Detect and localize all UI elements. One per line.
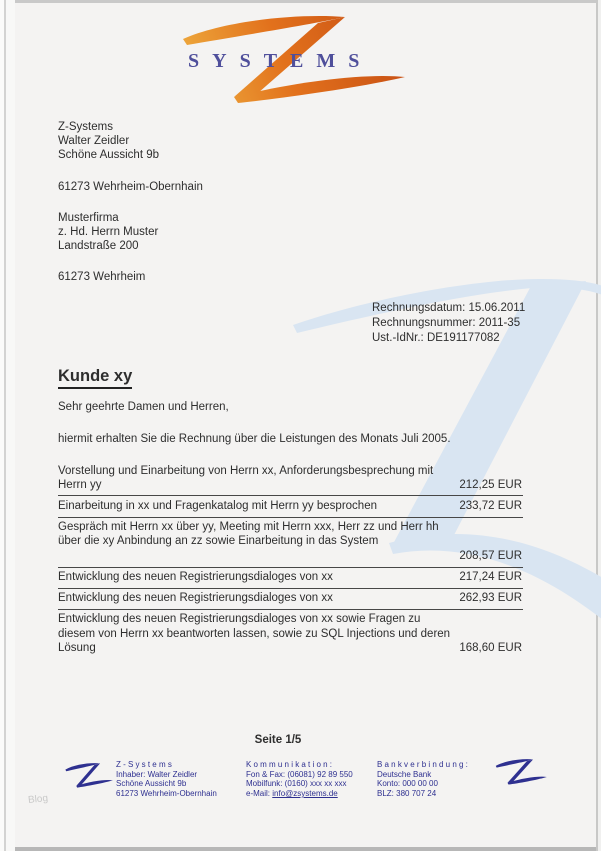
- footer-communication-column: [246, 760, 353, 799]
- item-amount: 233,72 EUR: [459, 499, 522, 512]
- customer-heading: Kunde xy: [58, 367, 132, 389]
- recipient-address-line: z. Hd. Herrn Muster: [58, 226, 159, 239]
- invoice-item-row: [58, 568, 523, 589]
- footer-z-icon-left: [60, 762, 114, 789]
- item-description: Vorstellung und Einarbeitung von Herrn xx, Anforderungsbesprechung mit Herrn yy: [58, 464, 434, 491]
- item-amount: 217,24 EUR: [459, 571, 522, 584]
- footer-bank-title: Bankverbindung:: [377, 760, 471, 769]
- footer-bank-line: BLZ: 380 707 24: [377, 789, 437, 799]
- item-description: Entwicklung des neuen Registrierungsdialoges von xx sowie Fragen zu diesem von Herrn xx beantworten lassen, sowie zu SQL Injections und deren Lösung: [58, 613, 451, 654]
- footer-communication-line: Fon & Fax: (06081) 92 89 550: [246, 769, 353, 779]
- intro-line: hiermit erhalten Sie die Rechnung über die Leistungen des Monats Juli 2005.: [58, 433, 451, 445]
- corner-watermark: Blog: [27, 792, 49, 807]
- email-link[interactable]: info@zsystems.de: [272, 789, 338, 799]
- logo-text: SYSTEMS: [188, 50, 373, 72]
- recipient-city: 61273 Wehrheim: [58, 271, 146, 283]
- footer-bank-lines: [377, 770, 470, 799]
- invoice-item-row: [58, 461, 523, 496]
- item-description: Gespräch mit Herrn xx über yy, Meeting mit Herrn xxx, Herr zz und Herr hh über die xy Anbindung an zz sowie Einarbeitung in das System: [58, 521, 439, 548]
- footer-communication-lines: [246, 770, 353, 789]
- item-amount: 168,60 EUR: [459, 641, 522, 654]
- item-amount: 262,93 EUR: [459, 592, 522, 605]
- invoice-item-row: [58, 496, 523, 517]
- sender-address-line: Z-Systems: [58, 121, 113, 133]
- footer-company-title: Z-Systems: [116, 760, 175, 769]
- footer-communication-line: Mobilfunk: (0160) xxx xx xxx: [246, 779, 347, 789]
- footer-bank-line: Deutsche Bank: [377, 769, 432, 779]
- recipient-address: [58, 211, 158, 254]
- invoice-item-row: [58, 610, 523, 659]
- invoice-meta-line: Rechnungsdatum: 15.06.2011: [372, 302, 526, 314]
- sender-city: 61273 Wehrheim-Obernhain: [58, 181, 203, 193]
- footer-communication-title: Kommunikation:: [246, 760, 335, 769]
- email-label: e-Mail:: [246, 789, 271, 799]
- item-description: Entwicklung des neuen Registrierungsdialoges von xx: [58, 571, 333, 584]
- footer-bank-line: Konto: 000 00 00: [377, 779, 438, 789]
- footer-company-lines: [116, 770, 217, 799]
- item-amount: 212,25 EUR: [459, 478, 522, 491]
- sender-address: [58, 120, 159, 163]
- sender-address-line: Schöne Aussicht 9b: [58, 149, 160, 162]
- invoice-item-row: [58, 518, 523, 568]
- sender-address-line: Walter Zeidler: [58, 135, 130, 148]
- recipient-address-line: Musterfirma: [58, 212, 119, 224]
- invoice-meta: [372, 301, 525, 346]
- invoice-item-row: [58, 589, 523, 610]
- item-description: Einarbeitung in xx und Fragenkatalog mit Herrn yy besprochen: [58, 499, 377, 512]
- footer-bank-column: [377, 760, 470, 799]
- footer-company-line: Schöne Aussicht 9b: [116, 779, 187, 789]
- footer-company-line: Inhaber: Walter Zeidler: [116, 769, 198, 779]
- recipient-address-line: Landstraße 200: [58, 240, 139, 253]
- footer-company-line: 61273 Wehrheim-Obernhain: [116, 789, 217, 799]
- invoice-items: [58, 461, 523, 659]
- invoice-meta-line: Rechnungsnummer: 2011-35: [372, 317, 521, 329]
- footer-z-icon-right: [490, 758, 548, 786]
- salutation: Sehr geehrte Damen und Herren,: [58, 401, 229, 413]
- footer-email-line: [246, 789, 353, 799]
- company-logo: [158, 12, 410, 108]
- page-edge-bottom: [0, 847, 601, 851]
- page-indicator: Seite 1/5: [254, 734, 302, 746]
- item-amount: 208,57 EUR: [459, 549, 522, 562]
- invoice-meta-line: Ust.-IdNr.: DE191177082: [372, 332, 500, 344]
- page-edge-top: [0, 0, 601, 3]
- page-edge-left-soft: [6, 0, 15, 851]
- footer-company-column: [116, 760, 217, 799]
- item-description: Entwicklung des neuen Registrierungsdialoges von xx: [58, 592, 333, 605]
